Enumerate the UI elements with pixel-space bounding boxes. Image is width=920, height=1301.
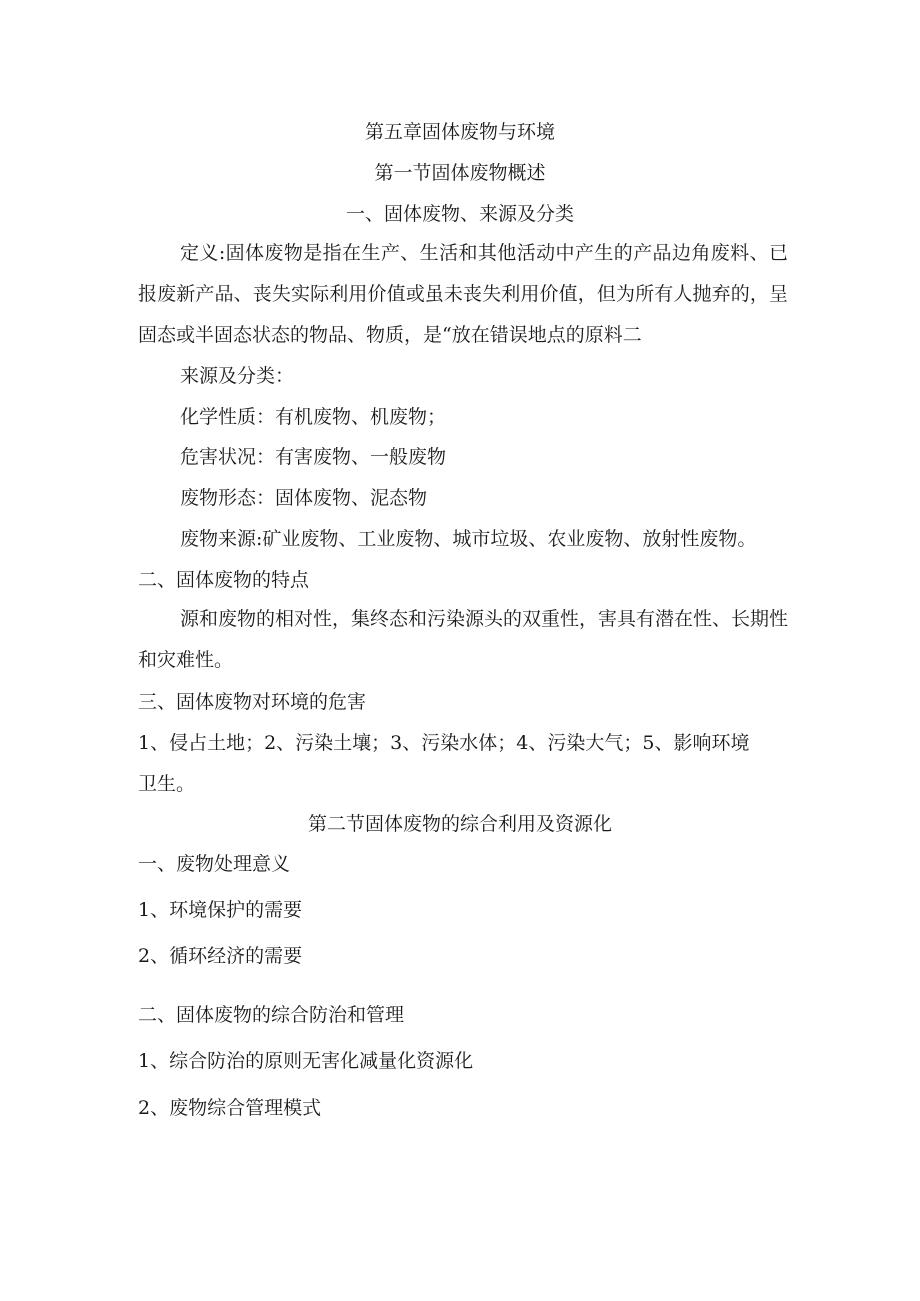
classification-hazard: 危害状况：有害废物、一般废物 bbox=[180, 446, 447, 468]
hazards-list-line: 卫生。 bbox=[138, 773, 196, 795]
classification-chemical: 化学性质：有机废物、机废物； bbox=[180, 406, 447, 428]
subsection-heading: 三、固体废物对环境的危害 bbox=[138, 691, 367, 713]
list-item: 2、废物综合管理模式 bbox=[138, 1097, 322, 1119]
subsection-heading: 二、固体废物的综合防治和管理 bbox=[138, 1004, 405, 1026]
hazards-list-line: 1、侵占土地；2、污染土壤；3、污染水体；4、污染大气；5、影响环境 bbox=[138, 732, 750, 754]
list-item: 2、循环经济的需要 bbox=[138, 945, 303, 967]
classification-form: 废物形态：固体废物、泥态物 bbox=[180, 487, 428, 509]
section-title: 第一节固体废物概述 bbox=[374, 162, 546, 184]
list-item: 1、综合防治的原则无害化减量化资源化 bbox=[138, 1050, 474, 1072]
definition-paragraph: 定义:固体废物是指在生产、生活和其他活动中产生的产品边角废料、已报废新产品、丧失实际利用价值或虽未丧失利用价值，但为所有人抛弃的，呈固态或半固态状态的物品、物质，是“放在错误地点的原料二 bbox=[138, 242, 788, 346]
subsection-heading: 二、固体废物的特点 bbox=[138, 569, 310, 591]
subsection-heading: 一、废物处理意义 bbox=[138, 853, 291, 875]
list-item: 1、环境保护的需要 bbox=[138, 899, 303, 921]
classification-origin: 废物来源:矿业废物、工业废物、城市垃圾、农业废物、放射性废物。 bbox=[180, 528, 757, 550]
features-paragraph: 源和废物的相对性，集终态和污染源头的双重性，害具有潜在性、长期性和灾难性。 bbox=[138, 608, 789, 671]
subsection-heading: 一、固体废物、来源及分类 bbox=[345, 203, 574, 225]
sources-label: 来源及分类： bbox=[180, 365, 295, 387]
section-title: 第二节固体废物的综合利用及资源化 bbox=[307, 813, 612, 835]
chapter-title: 第五章固体废物与环境 bbox=[364, 121, 555, 143]
